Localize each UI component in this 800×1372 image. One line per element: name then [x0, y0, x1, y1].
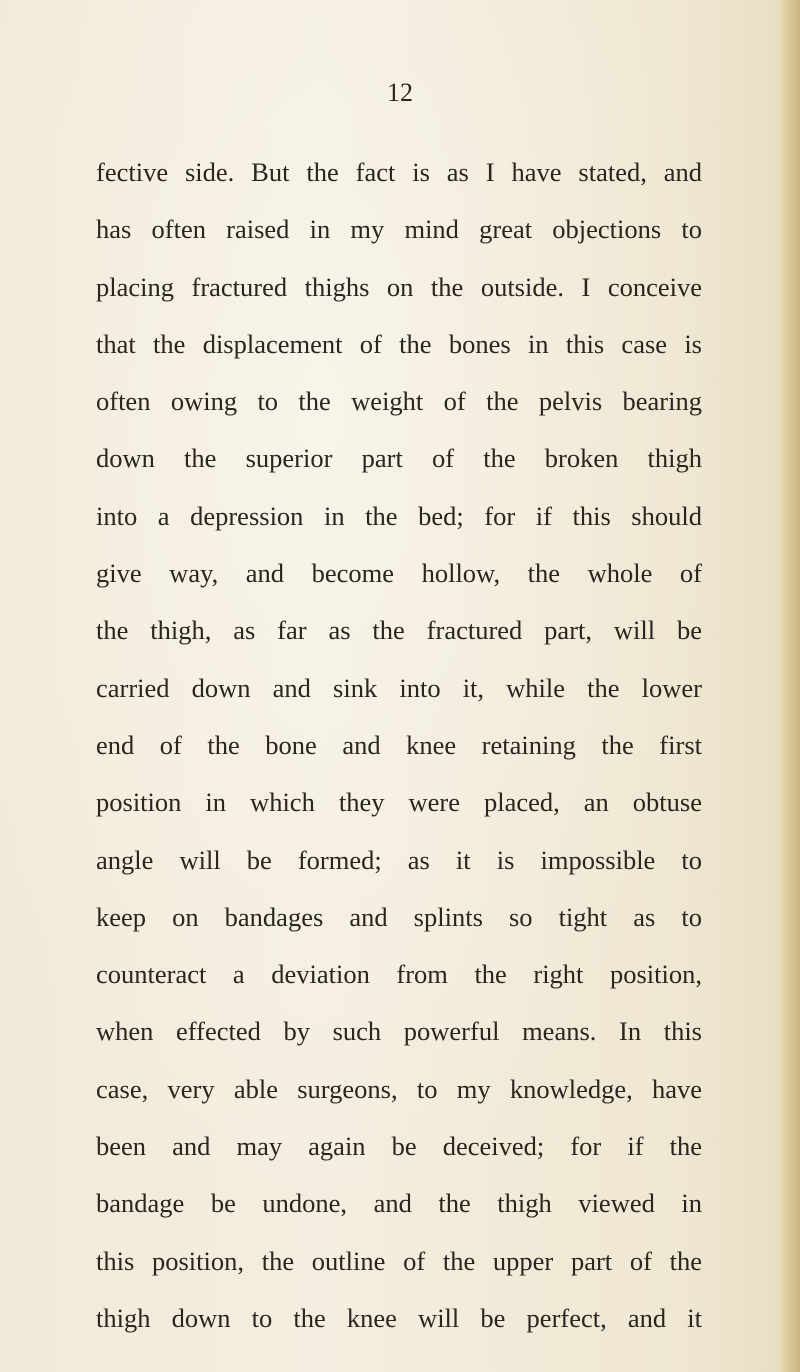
text-line: give way, and become hollow, the whole of — [96, 558, 702, 589]
body-text — [96, 148, 702, 1351]
text-line: the thigh, as far as the fractured part, will be — [96, 615, 702, 646]
text-line: placing fractured thighs on the outside. I conceive — [96, 271, 702, 302]
page-edge-shadow — [780, 0, 800, 1372]
text-line: position in which they were placed, an obtuse — [96, 787, 702, 818]
text-line: counteract a deviation from the right position, — [96, 959, 702, 990]
text-line: down the superior part of the broken thigh — [96, 443, 702, 474]
text-line: angle will be formed; as it is impossible to — [96, 844, 702, 875]
text-line: into a depression in the bed; for if this should — [96, 500, 702, 531]
text-line: this position, the outline of the upper part of the — [96, 1245, 702, 1276]
text-line: has often raised in my mind great objections to — [96, 214, 702, 245]
text-line: keep on bandages and splints so tight as to — [96, 901, 702, 932]
text-line: that the displacement of the bones in this case is — [96, 328, 702, 359]
text-line: thigh down to the knee will be perfect, and it — [96, 1302, 702, 1333]
text-line: often owing to the weight of the pelvis bearing — [96, 386, 702, 417]
text-line: case, very able surgeons, to my knowledge, have — [96, 1073, 702, 1104]
text-line: when effected by such powerful means. In this — [96, 1016, 702, 1047]
text-line: fective side. But the fact is as I have stated, and — [96, 157, 702, 187]
page-number: 12 — [387, 78, 413, 107]
text-line: bandage be undone, and the thigh viewed in — [96, 1188, 702, 1219]
text-line: carried down and sink into it, while the lower — [96, 672, 702, 703]
text-line: end of the bone and knee retaining the first — [96, 729, 702, 760]
text-line: been and may again be deceived; for if the — [96, 1131, 702, 1162]
